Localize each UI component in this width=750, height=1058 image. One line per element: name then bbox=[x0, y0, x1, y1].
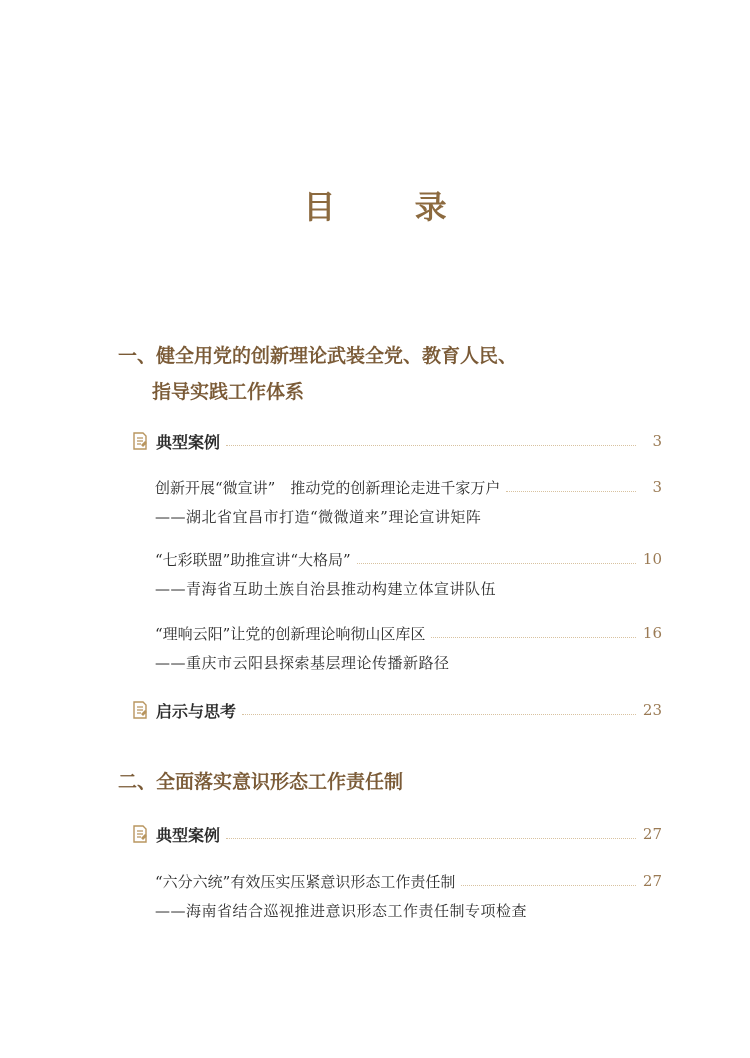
toc-entry-title: 创新开展“微宣讲” 推动党的创新理论走进千家万户 bbox=[155, 478, 501, 497]
toc-entry-title: “理响云阳”让党的创新理论响彻山区库区 bbox=[155, 624, 426, 643]
document-icon bbox=[130, 824, 150, 844]
page-number: 16 bbox=[642, 624, 662, 642]
section-title-2-line1: 二、全面落实意识形态工作责任制 bbox=[118, 771, 404, 793]
dot-leader bbox=[506, 491, 636, 492]
page-title: 目 录 bbox=[303, 188, 481, 226]
section-title-1 bbox=[118, 338, 678, 410]
toc-heading-label: 典型案例 bbox=[156, 825, 221, 845]
dot-leader bbox=[226, 445, 636, 446]
dot-leader bbox=[242, 714, 636, 715]
dot-leader bbox=[461, 885, 636, 886]
toc-entry-subtitle: ——重庆市云阳县探索基层理论传播新路径 bbox=[155, 654, 450, 672]
page-number: 27 bbox=[642, 825, 662, 843]
toc-heading-typical-cases-1[interactable] bbox=[130, 429, 662, 453]
toc-heading-typical-cases-2[interactable] bbox=[130, 822, 662, 846]
page-number: 10 bbox=[642, 550, 662, 568]
toc-entry-1[interactable] bbox=[155, 474, 662, 527]
document-icon bbox=[130, 431, 150, 451]
section-title-1-line1: 一、健全用党的创新理论武装全党、教育人民、 bbox=[118, 345, 518, 367]
document-icon bbox=[130, 700, 150, 720]
toc-entry-4[interactable] bbox=[155, 868, 662, 921]
section-title-2 bbox=[118, 764, 678, 800]
toc-entry-subtitle: ——海南省结合巡视推进意识形态工作责任制专项检查 bbox=[155, 902, 528, 920]
toc-entry-title: “六分六统”有效压实压紧意识形态工作责任制 bbox=[155, 872, 456, 891]
dot-leader bbox=[431, 637, 636, 638]
toc-entry-3[interactable] bbox=[155, 620, 662, 673]
dot-leader bbox=[357, 563, 636, 564]
dot-leader bbox=[226, 838, 636, 839]
page-number: 3 bbox=[652, 432, 662, 450]
toc-entry-2[interactable] bbox=[155, 546, 662, 599]
toc-entry-title: “七彩联盟”助推宣讲“大格局” bbox=[155, 550, 351, 569]
toc-entry-subtitle: ——青海省互助土族自治县推动构建立体宣讲队伍 bbox=[155, 580, 497, 598]
toc-heading-insights[interactable] bbox=[130, 698, 662, 722]
section-title-1-line2: 指导实践工作体系 bbox=[152, 381, 305, 403]
page-number: 3 bbox=[652, 478, 662, 496]
page-number: 27 bbox=[642, 872, 662, 890]
toc-heading-label: 启示与思考 bbox=[156, 701, 237, 721]
toc-entry-subtitle: ——湖北省宜昌市打造“微微道来”理论宣讲矩阵 bbox=[155, 508, 482, 526]
page-number: 23 bbox=[642, 701, 662, 719]
toc-heading-label: 典型案例 bbox=[156, 432, 221, 452]
